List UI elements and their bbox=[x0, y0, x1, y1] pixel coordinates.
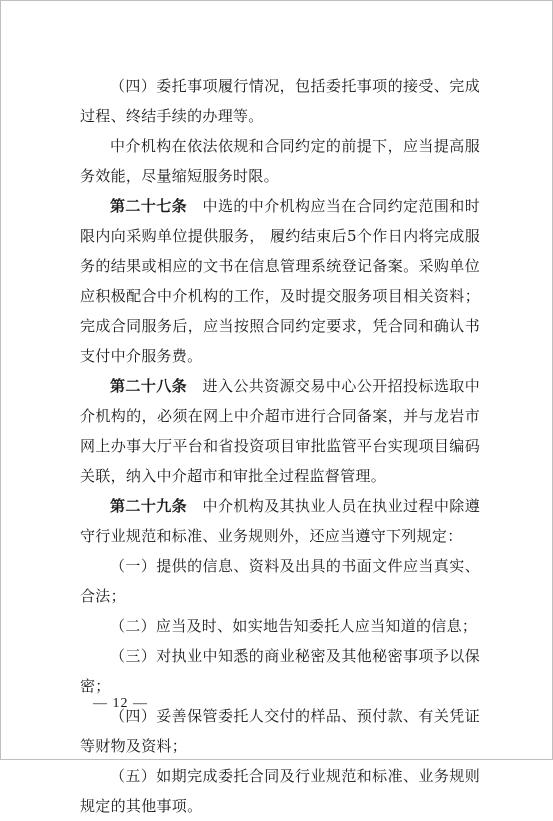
list-item-3 bbox=[80, 641, 480, 701]
article-heading: 第二十七条 bbox=[110, 197, 188, 215]
page-number: — 12 — bbox=[93, 696, 148, 711]
paragraph-text: （四）委托事项履行情况，包括委托事项的接受、完成过程、终结手续的办理等。 bbox=[80, 77, 480, 125]
paragraph-1 bbox=[80, 71, 480, 131]
paragraph-text: （二）应当及时、如实地告知委托人应当知道的信息； bbox=[110, 617, 478, 635]
paragraph-2 bbox=[80, 131, 480, 191]
article-29 bbox=[80, 491, 480, 551]
list-item-2 bbox=[80, 611, 480, 641]
paragraph-text: （三）对执业中知悉的商业秘密及其他秘密事项予以保密； bbox=[80, 647, 480, 695]
paragraph-text: 中介机构及其执业人员在执业过程中除遵守行业规范和标准、业务规则外，还应当遵守下列规定： bbox=[80, 497, 480, 545]
article-27 bbox=[80, 191, 480, 371]
article-heading: 第二十九条 bbox=[110, 497, 188, 515]
paragraph-text: （四）妥善保管委托人交付的样品、预付款、有关凭证等财物及资料； bbox=[80, 707, 480, 755]
list-item-5 bbox=[80, 761, 480, 821]
list-item-1 bbox=[80, 551, 480, 611]
paragraph-text: 中介机构在依法依规和合同约定的前提下，应当提高服务效能，尽量缩短服务时限。 bbox=[80, 137, 480, 185]
paragraph-text: 中选的中介机构应当在合同约定范围和时限内向采购单位提供服务， 履约结束后5个作日内将完成服务的结果或相应的文书在信息管理系统登记备案。采购单位应积极配合中介机构的工作，及时提交服务项目相关资料；完成合同服务后，应当按照合同约定要求，凭合同和确认书支付中介服务费。 bbox=[80, 197, 480, 365]
paragraph-text: （五）如期完成委托合同及行业规范和标准、业务规则规定的其他事项。 bbox=[80, 767, 480, 815]
article-heading: 第二十八条 bbox=[110, 377, 188, 395]
paragraph-text: （一）提供的信息、资料及出具的书面文件应当真实、合法； bbox=[80, 557, 480, 605]
article-28 bbox=[80, 371, 480, 491]
paragraph-text: 进入公共资源交易中心公开招投标选取中介机构的，必须在网上中介超市进行合同备案，并与龙岩市网上办事大厅平台和省投资项目审批监管平台实现项目编码关联，纳入中介超市和审批全过程监督管理。 bbox=[80, 377, 480, 485]
